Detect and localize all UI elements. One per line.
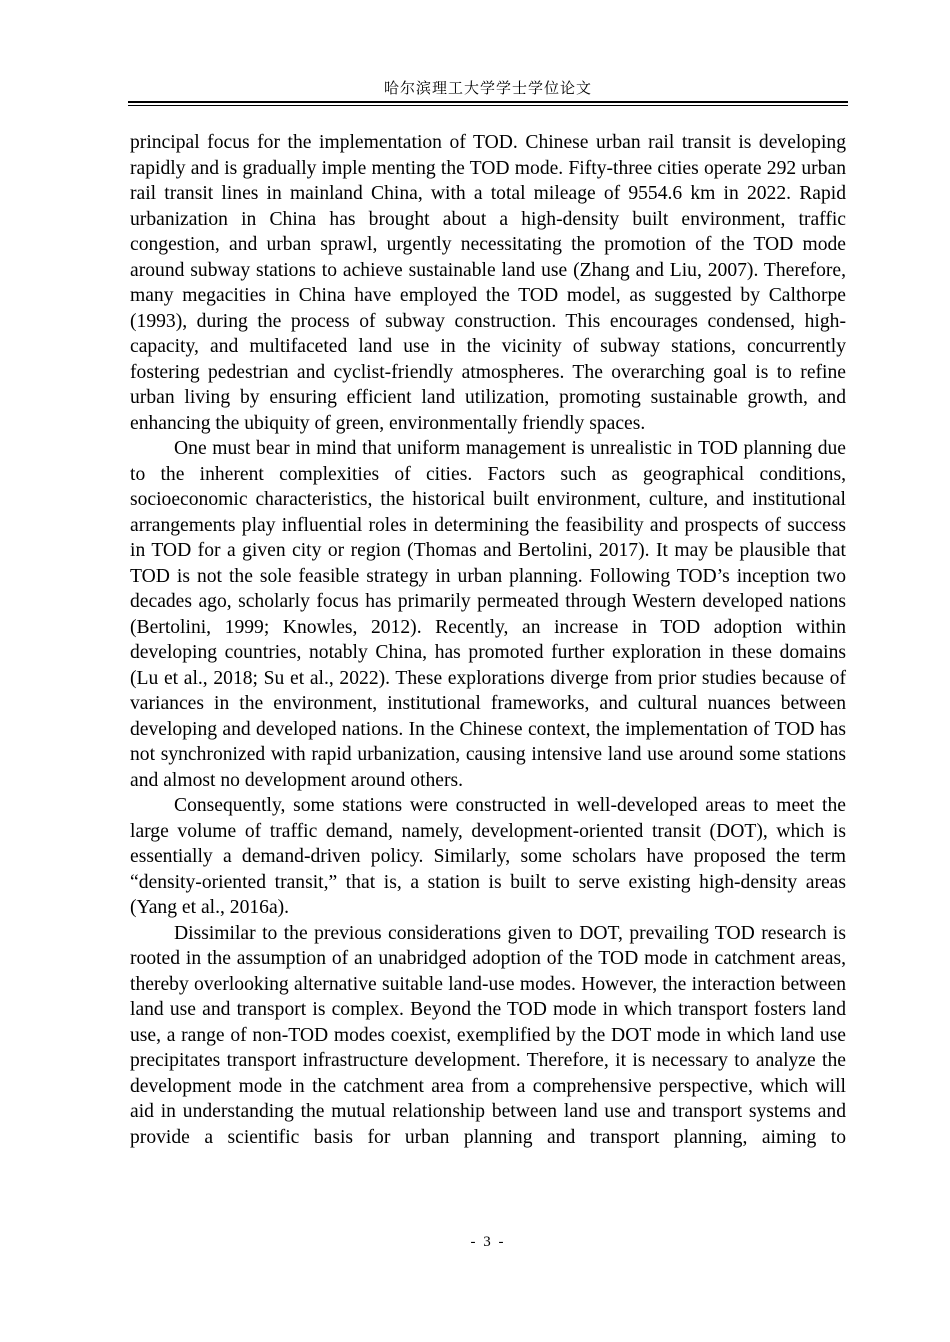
running-header: 哈尔滨理工大学学士学位论文 xyxy=(383,81,592,97)
body-text xyxy=(130,130,846,1150)
header-double-rule xyxy=(128,101,848,106)
page-number: - 3 - xyxy=(470,1234,506,1250)
paragraph-1: principal focus for the implementation of TOD. Chinese urban rail transit is developing rapidly and is gradually imple menting the TOD mode. Fifty-three cities operate 292 urban rail transit lines in mainland China, with a total mileage of 9554.6 km in 2022. Rapid urbanization in China has brought about a high-density built environment, traffic congestion, and urban sprawl, urgently necessitating the promotion of the TOD mode around subway stations to achieve sustainable land use (Zhang and Liu, 2007). Therefore, many megacities in China have employed the TOD model, as suggested by Calthorpe (1993), during the process of subway construction. This encourages condensed, high-capacity, and multifaceted land use in the vicinity of subway stations, concurrently fostering pedestrian and cyclist-friendly atmospheres. The overarching goal is to refine urban living by ensuring efficient land utilization, promoting sustainable growth, and enhancing the ubiquity of green, environmentally friendly spaces. xyxy=(130,132,846,434)
paragraph-2: One must bear in mind that uniform management is unrealistic in TOD planning due to the inherent complexities of cities. Factors such as geographical conditions, socioeconomic characteristics, the historical built environment, culture, and institutional arrangements play influential roles in determining the feasibility and prospects of success in TOD for a given city or region (Thomas and Bertolini, 2017). It may be plausible that TOD is not the sole feasible strategy in urban planning. Following TOD’s inception two decades ago, scholarly focus has primarily permeated through Western developed nations (Bertolini, 1999; Knowles, 2012). Recently, an increase in TOD adoption within developing countries, notably China, has promoted further exploration in these domains (Lu et al., 2018; Su et al., 2022). These explorations diverge from prior studies because of variances in the environment, institutional frameworks, and cultural nuances between developing and developed nations. In the Chinese context, the implementation of TOD has not synchronized with rapid urbanization, causing intensive land use around some stations and almost no development around others. xyxy=(130,438,846,791)
paragraph-4: Dissimilar to the previous considerations given to DOT, prevailing TOD research is rooted in the assumption of an unabridged adoption of the TOD mode in catchment areas, thereby overlooking alternative suitable land-use modes. However, the interaction between land use and transport is complex. Beyond the TOD mode in which transport fosters land use, a range of non-TOD modes coexist, exemplified by the DOT mode in which land use precipitates transport infrastructure development. Therefore, it is necessary to analyze the development mode in the catchment area from a comprehensive perspective, which will aid in understanding the mutual relationship between land use and transport systems and provide a scientific basis for urban planning and transport planning, aiming to xyxy=(130,922,846,1148)
paragraph-3: Consequently, some stations were constructed in well-developed areas to meet the large volume of traffic demand, namely, development-oriented transit (DOT), which is essentially a demand-driven policy. Similarly, some scholars have proposed the term “density-oriented transit,” that is, a station is built to serve existing high-density areas (Yang et al., 2016a). xyxy=(130,795,846,918)
